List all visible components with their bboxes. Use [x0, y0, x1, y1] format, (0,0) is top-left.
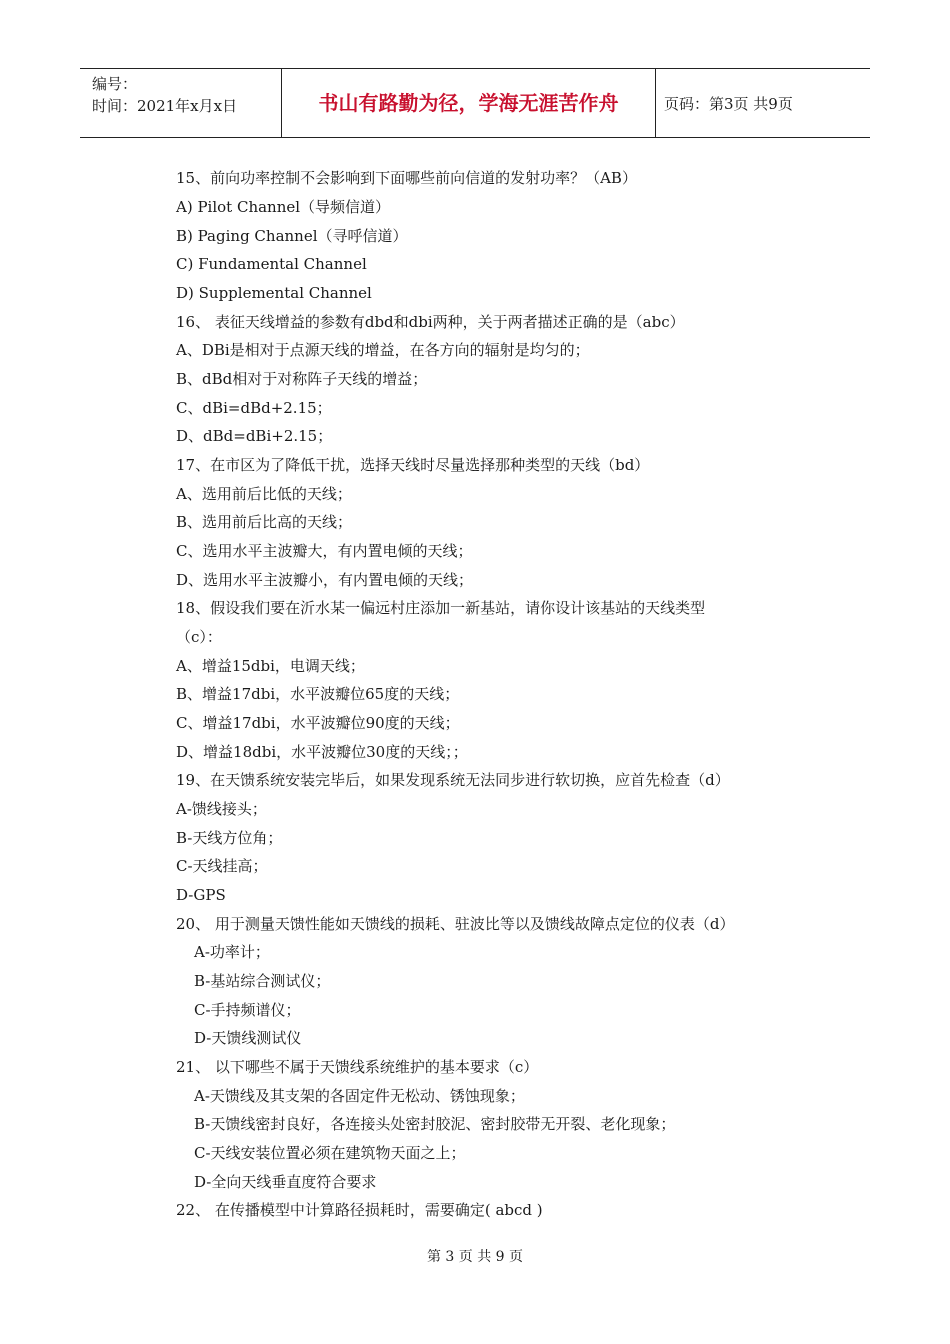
question-21: 21、 以下哪些不属于天馈线系统维护的基本要求（c）	[176, 1058, 539, 1076]
option-line: A、增益15dbi，电调天线；	[176, 657, 365, 675]
question-20: 20、 用于测量天馈性能如天馈线的损耗、驻波比等以及馈线故障点定位的仪表（d）	[176, 915, 735, 933]
question-16: 16、 表征天线增益的参数有dbd和dbi两种，关于两者描述正确的是（abc）	[176, 313, 685, 331]
option-line: B-天线方位角；	[176, 829, 283, 847]
option-line: B、dBd相对于对称阵子天线的增益；	[176, 370, 428, 388]
option-line: B-基站综合测试仪；	[194, 972, 331, 990]
option-line: C、增益17dbi，水平波瓣位90度的天线；	[176, 714, 460, 732]
option-line: C-天线挂高；	[176, 857, 268, 875]
header-motto: 书山有路勤为径，学海无涯苦作舟	[282, 69, 656, 137]
header-meta	[80, 69, 282, 137]
option-line: A、DBi是相对于点源天线的增益，在各方向的辐射是均匀的；	[176, 341, 590, 359]
option-line: D-GPS	[176, 886, 226, 904]
option-line: A-功率计；	[194, 943, 270, 961]
option-line: D、增益18dbi，水平波瓣位30度的天线；；	[176, 743, 468, 761]
option-line: C、dBi=dBd+2.15；	[176, 399, 332, 417]
page-header	[80, 68, 870, 138]
question-22: 22、 在传播模型中计算路径损耗时，需要确定( abcd )	[176, 1201, 543, 1219]
document-time-label: 时间：2021年x月x日	[92, 97, 238, 115]
option-line: D-全向天线垂直度符合要求	[194, 1173, 377, 1191]
option-line: D-天馈线测试仪	[194, 1029, 302, 1047]
question-17: 17、在市区为了降低干扰，选择天线时尽量选择那种类型的天线（bd）	[176, 456, 650, 474]
option-line: B、增益17dbi，水平波瓣位65度的天线；	[176, 685, 460, 703]
question-18-continuation: （c）：	[176, 628, 222, 646]
option-line: A-天馈线及其支架的各固定件无松动、锈蚀现象；	[194, 1087, 525, 1105]
option-line: A-馈线接头；	[176, 800, 267, 818]
document-number-label: 编号：	[92, 75, 138, 93]
page-footer: 第 3 页 共 9 页	[426, 1249, 524, 1265]
option-line: B、选用前后比高的天线；	[176, 513, 353, 531]
option-line: C-手持频谱仪；	[194, 1001, 301, 1019]
header-page-info: 页码：第3页 共9页	[664, 95, 793, 113]
option-line: B-天馈线密封良好，各连接头处密封胶泥、密封胶带无开裂、老化现象；	[194, 1115, 676, 1133]
question-19: 19、在天馈系统安装完毕后，如果发现系统无法同步进行软切换，应首先检查（d）	[176, 771, 730, 789]
question-15: 15、前向功率控制不会影响到下面哪些前向信道的发射功率？（AB）	[176, 169, 637, 187]
option-line: D、选用水平主波瓣小，有内置电倾的天线；	[176, 571, 474, 589]
option-line: D、dBd=dBi+2.15；	[176, 427, 333, 445]
option-line: A、选用前后比低的天线；	[176, 485, 352, 503]
option-line: A) Pilot Channel（导频信道）	[176, 198, 391, 216]
option-line: B) Paging Channel（寻呼信道）	[176, 227, 408, 245]
option-line: C) Fundamental Channel	[176, 255, 367, 273]
option-line: C-天线安装位置必须在建筑物天面之上；	[194, 1144, 466, 1162]
option-line: C、选用水平主波瓣大，有内置电倾的天线；	[176, 542, 473, 560]
option-line: D) Supplemental Channel	[176, 284, 372, 302]
question-18: 18、假设我们要在沂水某一偏远村庄添加一新基站，请你设计该基站的天线类型	[176, 599, 706, 617]
